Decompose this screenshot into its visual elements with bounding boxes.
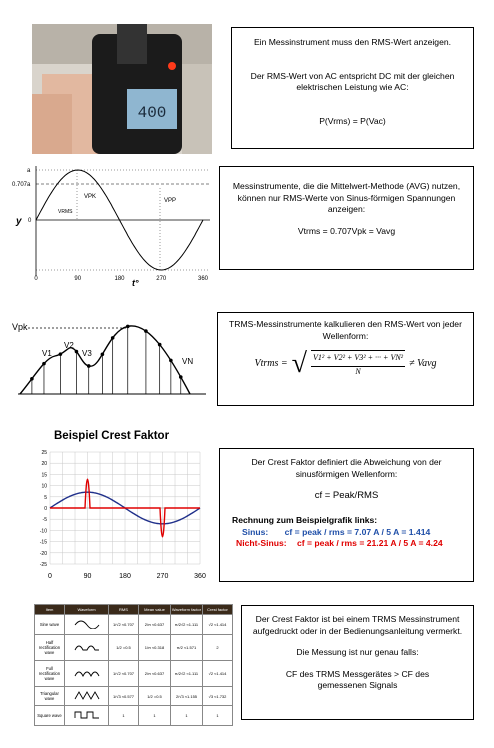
x-tick-label: 360 — [194, 573, 206, 580]
sine-x-tick-label: 90 — [74, 276, 82, 282]
table-header-row — [35, 605, 233, 615]
y-tick-label: 25 — [41, 450, 47, 456]
table-row — [35, 660, 233, 686]
sample-point — [87, 364, 91, 368]
vpk-axis-label: Vpk — [12, 322, 28, 332]
trms-box — [217, 312, 474, 406]
sine-x-tick-label: 0 — [34, 276, 38, 282]
col-header: Crest factor — [203, 605, 233, 615]
sample-point — [158, 343, 162, 347]
row-rms: 1/2 =0.5 — [109, 634, 139, 660]
crest-chart-title: Beispiel Crest Faktor — [54, 430, 170, 442]
avg-method-line1: Messinstrumente, die die Mittelwert-Methode (AVG) nutzen, können nur RMS-Werte von Sinus-förmigen Spannungen anzeigen: — [232, 181, 461, 215]
row-rms: 1/√2 ≈0.707 — [109, 660, 139, 686]
sample-point — [59, 352, 63, 356]
table-row — [35, 615, 233, 635]
y-tick-label: -5 — [42, 517, 47, 524]
formula-lhs: Vtrms = — [254, 358, 288, 370]
nonsinus-label: Nicht-Sinus: — [236, 538, 287, 549]
row-name: Full rectification wave — [35, 660, 65, 686]
rms-intro-line1: Ein Messinstrument muss den RMS-Wert anzeigen. — [253, 37, 452, 47]
row-crest-factor: √2 ≈1.414 — [203, 615, 233, 635]
sample-point — [30, 377, 34, 381]
y-tick-label: -15 — [39, 539, 47, 546]
vpp-label: VPP — [164, 198, 177, 204]
col-header: Mean value — [139, 605, 171, 615]
y-tick-label: -10 — [39, 528, 47, 535]
crest-factor-box — [219, 448, 474, 582]
row-name: Triangular wave — [35, 686, 65, 706]
row-form-factor: π/2√2 ≈1.111 — [171, 615, 203, 635]
row-waveform-icon — [65, 634, 109, 660]
y-tick-label: 5 — [44, 494, 47, 501]
sample-point — [101, 352, 105, 356]
y-tick-label: -25 — [39, 562, 47, 568]
nonsinus-calc-row — [228, 538, 465, 550]
sine-wave-chart — [10, 158, 220, 288]
clamp-meter-photo — [32, 24, 212, 154]
table-row — [35, 634, 233, 660]
row-crest-factor: √3 ≈1.732 — [203, 686, 233, 706]
sample-point — [179, 375, 183, 379]
col-header: RMS — [109, 605, 139, 615]
row-crest-factor: 2 — [203, 634, 233, 660]
formula-rhs: ≠ Vavg — [409, 358, 437, 370]
sine-x-tick-label: 180 — [114, 276, 125, 282]
y-tick-label: -20 — [39, 550, 47, 557]
row-crest-factor: 1 — [203, 706, 233, 726]
crest-note-line1: Der Crest Faktor ist bei einem TRMS Messinstrument aufgedruckt oder in der Bedienungsanleitung vermerkt. — [252, 614, 463, 636]
row-name: Sine wave — [35, 615, 65, 635]
row-mean: 2/π ≈0.637 — [139, 615, 171, 635]
row-mean: 2/π ≈0.637 — [139, 660, 171, 686]
row-mean: 1/2 =0.5 — [139, 686, 171, 706]
formula-denominator: N — [355, 367, 361, 377]
col-header: Waveform factor — [171, 605, 203, 615]
row-form-factor: 1 — [171, 706, 203, 726]
crest-note-box — [241, 605, 474, 720]
v3-label: V3 — [82, 349, 92, 358]
row-rms: 1/√3 ≈0.577 — [109, 686, 139, 706]
table-row — [35, 686, 233, 706]
formula-fraction — [311, 350, 405, 378]
x-tick-label: 0 — [48, 573, 52, 580]
trms-line1: TRMS-Messinstrumente kalkulieren den RMS-Wert von jeder Wellenform: — [229, 319, 462, 341]
x-axis-label: t° — [132, 278, 139, 288]
sine-x-tick-label: 270 — [156, 276, 167, 282]
vpk-label: VPK — [84, 194, 97, 200]
y-tick-label: 20 — [41, 461, 47, 468]
rms-intro-box — [231, 27, 474, 149]
row-mean: 1/π ≈0.318 — [139, 634, 171, 660]
sine-x-tick-label: 360 — [197, 276, 209, 282]
crest-note-line2: Die Messung ist nur genau falls: — [296, 647, 419, 658]
waveform-curve — [20, 326, 190, 394]
nonsinus-calc: cf = peak / rms = 21.21 A / 5 A = 4.24 — [297, 538, 443, 549]
sample-point — [144, 329, 148, 333]
row-form-factor: 2/√3 ≈1.155 — [171, 686, 203, 706]
crest-calc-heading: Rechnung zum Beispielgrafik links: — [232, 515, 378, 525]
v2-label: V2 — [64, 341, 74, 350]
meter-display-value: 400 — [137, 104, 167, 122]
y-tick-0707: 0.707a — [12, 182, 31, 188]
sine-x-ticks — [34, 276, 208, 282]
row-waveform-icon — [65, 706, 109, 726]
sinus-calc-row — [228, 527, 465, 539]
row-waveform-icon — [65, 686, 109, 706]
row-waveform-icon — [65, 660, 109, 686]
sample-point — [42, 362, 46, 366]
sampled-waveform-chart — [10, 306, 210, 406]
sinus-calc: cf = peak / rms = 7.07 A / 5 A = 1.414 — [284, 526, 431, 537]
vrms-label: VRMS — [58, 209, 73, 215]
trms-formula — [226, 350, 465, 378]
x-tick-label: 90 — [83, 573, 92, 580]
sample-lines — [30, 325, 182, 394]
row-form-factor: π/2 ≈1.571 — [171, 634, 203, 660]
row-waveform-icon — [65, 615, 109, 635]
row-rms: 1 — [109, 706, 139, 726]
y-tick-label: 10 — [41, 483, 47, 490]
row-name: Half rectification wave — [35, 634, 65, 660]
crest-factor-chart — [28, 446, 208, 586]
sample-point — [169, 359, 173, 363]
y-tick-label: 0 — [44, 506, 47, 512]
table-row — [35, 706, 233, 726]
crest-def-line1: Der Crest Faktor definiert die Abweichung von der sinusförmigen Wellenform: — [251, 457, 442, 479]
sinus-label: Sinus: — [242, 526, 269, 537]
waveform-factor-table — [34, 604, 233, 726]
rms-intro-line3: P(Vrms) = P(Vac) — [319, 115, 386, 126]
row-name: Square wave — [35, 706, 65, 726]
y-axis-label: y — [16, 216, 22, 227]
y-tick-a: a — [27, 168, 31, 174]
crest-note-line3: CF des TRMS Messgerätes > CF des gemessenen Signals — [285, 668, 430, 691]
v1-label: V1 — [42, 349, 52, 358]
sample-point — [111, 336, 115, 340]
sample-point — [126, 325, 130, 329]
x-tick-label: 180 — [119, 573, 131, 580]
col-header: Waveform — [65, 605, 109, 615]
formula-sqrt-sign: √ — [291, 348, 307, 380]
avg-method-box — [219, 166, 474, 270]
row-mean: 1 — [139, 706, 171, 726]
row-rms: 1/√2 ≈0.707 — [109, 615, 139, 635]
col-header: Item — [35, 605, 65, 615]
x-tick-label: 270 — [156, 573, 169, 580]
sample-point — [75, 350, 79, 354]
row-crest-factor: √2 ≈1.414 — [203, 660, 233, 686]
formula-numerator: V1² + V2² + V3² + ··· + VN² — [311, 353, 405, 367]
row-form-factor: π/2√2 ≈1.111 — [171, 660, 203, 686]
y-tick-label: 15 — [41, 472, 47, 479]
y-tick-0: 0 — [28, 218, 32, 224]
rms-intro-line2: Der RMS-Wert von AC entspricht DC mit der gleichen elektrischen Leistung wie AC: — [250, 70, 455, 93]
crest-def-line2: cf = Peak/RMS — [314, 490, 379, 502]
avg-method-line2: Vtrms = 0.707Vpk = Vavg — [297, 225, 396, 236]
vn-label: VN — [182, 357, 194, 366]
